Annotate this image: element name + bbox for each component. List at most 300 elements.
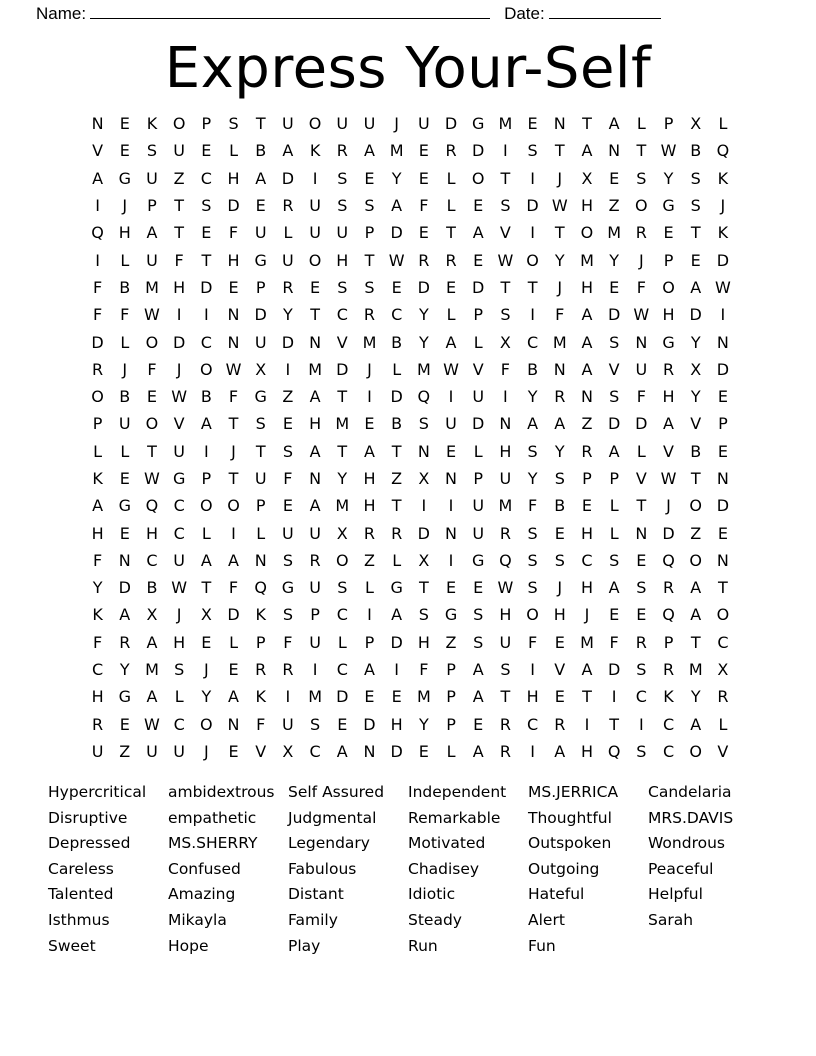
grid-cell[interactable]: I xyxy=(95,196,100,216)
grid-cell[interactable]: H xyxy=(173,632,186,652)
grid-cell[interactable]: F xyxy=(283,469,293,488)
grid-cell[interactable]: A xyxy=(527,414,539,434)
grid-cell[interactable]: H xyxy=(227,250,240,270)
grid-cell[interactable]: U xyxy=(635,359,648,379)
grid-cell[interactable]: A xyxy=(581,359,593,379)
grid-cell[interactable]: A xyxy=(309,496,321,516)
grid-cell[interactable]: U xyxy=(146,250,158,270)
grid-cell[interactable]: T xyxy=(500,277,511,297)
grid-cell[interactable]: E xyxy=(581,496,593,516)
word-list-item[interactable]: Idiotic xyxy=(408,885,456,904)
grid-cell[interactable]: P xyxy=(473,305,484,325)
grid-cell[interactable]: I xyxy=(231,523,236,543)
grid-cell[interactable]: A xyxy=(690,578,702,598)
grid-cell[interactable]: X xyxy=(146,605,158,625)
word-list-item[interactable]: Run xyxy=(408,936,438,955)
grid-cell[interactable]: U xyxy=(254,469,267,488)
grid-cell[interactable]: O xyxy=(200,496,213,516)
grid-cell[interactable]: L xyxy=(446,741,456,761)
grid-cell[interactable]: N xyxy=(716,550,729,570)
grid-cell[interactable]: E xyxy=(717,523,728,543)
word-list-item[interactable]: MS.JERRICA xyxy=(528,783,619,801)
grid-cell[interactable]: M xyxy=(308,359,322,379)
grid-cell[interactable]: N xyxy=(417,441,430,461)
grid-cell[interactable]: N xyxy=(608,141,621,161)
grid-cell[interactable]: Z xyxy=(608,196,620,216)
grid-cell[interactable]: L xyxy=(446,168,456,188)
grid-cell[interactable]: H xyxy=(227,168,240,188)
grid-cell[interactable]: I xyxy=(203,441,209,461)
grid-cell[interactable]: I xyxy=(285,687,291,707)
grid-cell[interactable]: X xyxy=(200,605,212,625)
grid-cell[interactable]: T xyxy=(310,305,320,325)
grid-cell[interactable]: B xyxy=(391,332,403,352)
grid-cell[interactable]: R xyxy=(662,578,675,598)
grid-cell[interactable]: C xyxy=(336,660,348,680)
grid-cell[interactable]: P xyxy=(201,469,212,488)
grid-cell[interactable]: G xyxy=(662,196,675,216)
grid-cell[interactable]: N xyxy=(499,414,512,434)
grid-cell[interactable]: E xyxy=(364,168,375,188)
grid-cell[interactable]: V xyxy=(717,741,729,761)
grid-cell[interactable]: P xyxy=(446,687,456,707)
grid-cell[interactable]: R xyxy=(635,223,647,243)
grid-cell[interactable]: D xyxy=(336,359,349,379)
grid-cell[interactable]: C xyxy=(173,714,185,734)
grid-cell[interactable]: H xyxy=(580,578,593,598)
grid-cell[interactable]: B xyxy=(527,359,539,379)
grid-cell[interactable]: B xyxy=(119,387,131,407)
grid-cell[interactable]: F xyxy=(555,305,565,325)
grid-cell[interactable]: E xyxy=(609,605,620,625)
grid-cell[interactable]: D xyxy=(716,250,730,270)
grid-cell[interactable]: N xyxy=(309,332,322,352)
grid-cell[interactable]: B xyxy=(690,141,702,161)
grid-cell[interactable]: T xyxy=(391,496,402,516)
grid-cell[interactable]: L xyxy=(120,332,130,352)
grid-cell[interactable]: O xyxy=(308,114,322,134)
grid-cell[interactable]: I xyxy=(448,496,454,516)
grid-cell[interactable]: L xyxy=(636,441,646,461)
grid-cell[interactable]: T xyxy=(201,250,212,270)
grid-cell[interactable]: W xyxy=(144,714,160,734)
grid-cell[interactable]: T xyxy=(228,414,239,434)
grid-cell[interactable]: E xyxy=(310,277,321,297)
grid-cell[interactable]: H xyxy=(309,414,322,434)
grid-cell[interactable]: L xyxy=(392,359,402,379)
grid-cell[interactable]: Q xyxy=(91,223,104,243)
grid-cell[interactable]: E xyxy=(445,277,457,297)
grid-cell[interactable]: P xyxy=(255,277,266,297)
grid-cell[interactable]: I xyxy=(421,496,427,516)
grid-cell[interactable]: T xyxy=(391,441,402,461)
grid-cell[interactable]: E xyxy=(119,114,130,134)
grid-cell[interactable]: D xyxy=(118,578,131,598)
grid-cell[interactable]: L xyxy=(256,523,266,543)
grid-cell[interactable]: J xyxy=(203,660,209,680)
grid-cell[interactable]: J xyxy=(557,277,563,297)
grid-cell[interactable]: T xyxy=(636,496,647,516)
grid-cell[interactable]: R xyxy=(554,714,566,734)
grid-cell[interactable]: N xyxy=(716,469,729,488)
grid-cell[interactable]: A xyxy=(146,223,158,243)
grid-cell[interactable]: P xyxy=(201,114,212,134)
grid-cell[interactable]: I xyxy=(203,305,209,325)
grid-cell[interactable]: N xyxy=(553,114,566,134)
word-list-item[interactable]: Independent xyxy=(408,783,507,801)
grid-cell[interactable]: R xyxy=(499,714,511,734)
grid-cell[interactable]: J xyxy=(557,578,563,598)
grid-cell[interactable]: H xyxy=(363,469,376,488)
word-list-item[interactable]: Outspoken xyxy=(528,834,612,853)
grid-cell[interactable]: H xyxy=(580,741,593,761)
grid-cell[interactable]: Y xyxy=(92,578,103,598)
grid-cell[interactable]: V xyxy=(554,660,566,680)
grid-cell[interactable]: B xyxy=(391,414,403,434)
word-list-item[interactable]: Candelaria xyxy=(648,783,732,801)
grid-cell[interactable]: S xyxy=(337,277,348,297)
grid-cell[interactable]: S xyxy=(609,387,620,407)
grid-cell[interactable]: M xyxy=(362,332,377,352)
grid-cell[interactable]: U xyxy=(472,387,485,407)
grid-cell[interactable]: G xyxy=(472,114,485,134)
grid-cell[interactable]: T xyxy=(554,223,565,243)
grid-cell[interactable]: S xyxy=(609,332,620,352)
word-list-item[interactable]: Motivated xyxy=(408,834,486,853)
word-list-item[interactable]: Family xyxy=(288,910,338,929)
grid-cell[interactable]: A xyxy=(581,660,593,680)
grid-cell[interactable]: F xyxy=(256,714,266,734)
grid-cell[interactable]: R xyxy=(418,250,430,270)
grid-cell[interactable]: U xyxy=(282,714,294,734)
grid-cell[interactable]: T xyxy=(500,168,511,188)
grid-cell[interactable]: R xyxy=(391,523,403,543)
grid-cell[interactable]: S xyxy=(174,660,185,680)
grid-cell[interactable]: I xyxy=(530,168,535,188)
grid-cell[interactable]: H xyxy=(580,277,593,297)
grid-cell[interactable]: P xyxy=(255,496,266,516)
grid-cell[interactable]: J xyxy=(557,168,563,188)
grid-cell[interactable]: Z xyxy=(282,387,294,407)
grid-cell[interactable]: H xyxy=(173,277,186,297)
grid-cell[interactable]: Y xyxy=(418,332,429,352)
grid-cell[interactable]: A xyxy=(472,223,484,243)
grid-cell[interactable]: K xyxy=(255,605,266,625)
grid-cell[interactable]: S xyxy=(282,550,293,570)
grid-cell[interactable]: Z xyxy=(391,469,403,488)
grid-cell[interactable]: G xyxy=(118,687,131,707)
grid-cell[interactable]: L xyxy=(718,114,728,134)
word-list-item[interactable]: Play xyxy=(288,936,321,955)
grid-cell[interactable]: E xyxy=(418,141,429,161)
grid-cell[interactable]: F xyxy=(92,632,103,652)
grid-cell[interactable]: I xyxy=(394,660,400,680)
grid-cell[interactable]: V xyxy=(92,141,104,161)
grid-cell[interactable]: A xyxy=(690,605,702,625)
grid-cell[interactable]: S xyxy=(527,550,538,570)
grid-cell[interactable]: F xyxy=(228,223,239,243)
grid-cell[interactable]: J xyxy=(231,441,236,461)
grid-cell[interactable]: O xyxy=(227,496,240,516)
grid-cell[interactable]: X xyxy=(255,359,267,379)
grid-cell[interactable]: U xyxy=(146,741,158,761)
grid-cell[interactable]: C xyxy=(527,714,539,734)
grid-cell[interactable]: T xyxy=(364,250,375,270)
word-list-item[interactable]: ambidextrous xyxy=(168,783,275,801)
grid-cell[interactable]: T xyxy=(201,578,212,598)
grid-cell[interactable]: M xyxy=(580,250,594,270)
grid-cell[interactable]: V xyxy=(336,332,348,352)
grid-cell[interactable]: Z xyxy=(581,414,593,434)
grid-cell[interactable]: S xyxy=(228,114,239,134)
grid-cell[interactable]: C xyxy=(662,741,675,761)
grid-cell[interactable]: C xyxy=(309,741,321,761)
grid-cell[interactable]: U xyxy=(118,414,131,434)
grid-cell[interactable]: D xyxy=(200,277,213,297)
grid-cell[interactable]: G xyxy=(118,168,131,188)
grid-cell[interactable]: T xyxy=(690,632,701,652)
grid-cell[interactable]: U xyxy=(173,741,186,761)
grid-cell[interactable]: W xyxy=(633,305,650,325)
grid-cell[interactable]: Q xyxy=(662,550,675,570)
grid-cell[interactable]: T xyxy=(718,578,728,598)
grid-cell[interactable]: U xyxy=(309,578,321,598)
grid-cell[interactable]: R xyxy=(717,687,729,707)
grid-cell[interactable]: T xyxy=(690,223,701,243)
grid-cell[interactable]: E xyxy=(445,441,457,461)
grid-cell[interactable]: A xyxy=(472,741,484,761)
grid-cell[interactable]: I xyxy=(611,687,617,707)
grid-cell[interactable]: J xyxy=(584,605,590,625)
grid-cell[interactable]: A xyxy=(146,632,158,652)
grid-cell[interactable]: H xyxy=(580,196,593,216)
grid-cell[interactable]: G xyxy=(444,605,458,625)
grid-cell[interactable]: I xyxy=(285,359,291,379)
grid-cell[interactable]: H xyxy=(145,523,158,543)
grid-cell[interactable]: E xyxy=(282,496,293,516)
grid-cell[interactable]: N xyxy=(445,523,458,543)
word-list-item[interactable]: Mikayla xyxy=(168,910,227,929)
grid-cell[interactable]: E xyxy=(636,550,647,570)
grid-cell[interactable]: B xyxy=(255,141,267,161)
grid-cell[interactable]: R xyxy=(635,632,647,652)
word-list-item[interactable]: MS.SHERRY xyxy=(168,834,258,853)
grid-cell[interactable]: M xyxy=(416,687,431,707)
name-write-line[interactable] xyxy=(90,5,490,19)
grid-cell[interactable]: X xyxy=(690,359,702,379)
grid-cell[interactable]: S xyxy=(364,277,375,297)
grid-cell[interactable]: N xyxy=(309,469,322,488)
grid-cell[interactable]: I xyxy=(638,714,644,734)
grid-cell[interactable]: E xyxy=(201,141,212,161)
grid-cell[interactable]: Z xyxy=(445,632,457,652)
grid-cell[interactable]: Y xyxy=(527,469,538,488)
grid-cell[interactable]: U xyxy=(472,523,485,543)
grid-cell[interactable]: L xyxy=(93,441,103,461)
grid-cell[interactable]: F xyxy=(636,277,646,297)
grid-cell[interactable]: U xyxy=(282,114,294,134)
grid-cell[interactable]: I xyxy=(312,168,318,188)
grid-cell[interactable]: A xyxy=(581,141,593,161)
grid-cell[interactable]: O xyxy=(145,332,159,352)
grid-cell[interactable]: K xyxy=(663,687,674,707)
grid-cell[interactable]: O xyxy=(145,414,159,434)
grid-cell[interactable]: P xyxy=(364,632,375,652)
grid-cell[interactable]: U xyxy=(173,141,186,161)
grid-cell[interactable]: S xyxy=(146,141,158,161)
grid-cell[interactable]: C xyxy=(635,687,647,707)
grid-cell[interactable]: E xyxy=(391,277,402,297)
grid-cell[interactable]: E xyxy=(255,196,266,216)
grid-cell[interactable]: E xyxy=(554,523,565,543)
grid-cell[interactable]: H xyxy=(363,496,376,516)
grid-cell[interactable]: O xyxy=(335,550,349,570)
grid-cell[interactable]: I xyxy=(312,660,318,680)
grid-cell[interactable]: L xyxy=(446,305,456,325)
grid-cell[interactable]: Y xyxy=(554,250,565,270)
grid-cell[interactable]: M xyxy=(498,496,513,516)
word-list-item[interactable]: Sarah xyxy=(648,910,694,929)
grid-cell[interactable]: P xyxy=(663,632,674,652)
grid-cell[interactable]: C xyxy=(336,605,348,625)
grid-cell[interactable]: C xyxy=(662,714,675,734)
grid-cell[interactable]: O xyxy=(526,250,539,270)
grid-cell[interactable]: E xyxy=(554,632,565,652)
grid-cell[interactable]: H xyxy=(553,605,566,625)
word-list-item[interactable]: Legendary xyxy=(288,834,370,853)
grid-cell[interactable]: M xyxy=(498,114,513,134)
grid-cell[interactable]: S xyxy=(554,550,565,570)
grid-cell[interactable]: E xyxy=(119,714,130,734)
grid-cell[interactable]: R xyxy=(282,660,294,680)
grid-cell[interactable]: D xyxy=(227,605,240,625)
grid-cell[interactable]: E xyxy=(418,223,429,243)
grid-cell[interactable]: A xyxy=(663,414,674,434)
grid-cell[interactable]: M xyxy=(335,496,350,516)
grid-cell[interactable]: O xyxy=(471,168,485,188)
grid-cell[interactable]: E xyxy=(201,223,212,243)
grid-cell[interactable]: E xyxy=(228,741,239,761)
grid-cell[interactable]: D xyxy=(635,414,648,434)
grid-cell[interactable]: L xyxy=(337,632,347,652)
word-list-item[interactable]: Chadisey xyxy=(408,859,480,878)
grid-cell[interactable]: I xyxy=(530,305,535,325)
grid-cell[interactable]: S xyxy=(527,441,538,461)
grid-cell[interactable]: S xyxy=(337,168,348,188)
grid-cell[interactable]: W xyxy=(388,250,405,270)
grid-cell[interactable]: S xyxy=(500,660,511,680)
grid-cell[interactable]: C xyxy=(717,632,729,652)
word-list-item[interactable]: Wondrous xyxy=(648,834,725,853)
grid-cell[interactable]: J xyxy=(176,605,182,625)
grid-cell[interactable]: R xyxy=(662,359,675,379)
grid-cell[interactable]: V xyxy=(472,359,484,379)
grid-cell[interactable]: A xyxy=(608,441,620,461)
grid-cell[interactable]: N xyxy=(635,523,648,543)
grid-cell[interactable]: O xyxy=(580,223,594,243)
grid-cell[interactable]: N xyxy=(118,550,131,570)
grid-cell[interactable]: P xyxy=(446,660,456,680)
grid-cell[interactable]: E xyxy=(690,250,701,270)
grid-cell[interactable]: G xyxy=(254,387,267,407)
grid-cell[interactable]: T xyxy=(255,114,266,134)
grid-cell[interactable]: T xyxy=(582,687,592,707)
grid-cell[interactable]: R xyxy=(282,196,294,216)
grid-cell[interactable]: R xyxy=(336,141,348,161)
grid-cell[interactable]: S xyxy=(255,414,266,434)
word-list-item[interactable]: Remarkable xyxy=(408,808,501,827)
grid-cell[interactable]: D xyxy=(607,660,621,680)
grid-cell[interactable]: M xyxy=(688,660,703,680)
grid-cell[interactable]: E xyxy=(282,414,293,434)
grid-cell[interactable]: O xyxy=(689,550,703,570)
grid-cell[interactable]: Y xyxy=(119,660,130,680)
grid-cell[interactable]: O xyxy=(526,605,539,625)
word-list-item[interactable]: Sweet xyxy=(48,936,96,955)
word-list-item[interactable]: Judgmental xyxy=(288,808,377,827)
grid-cell[interactable]: T xyxy=(690,469,701,488)
grid-cell[interactable]: U xyxy=(499,469,512,488)
word-list-item[interactable]: Hateful xyxy=(528,885,585,904)
grid-cell[interactable]: F xyxy=(419,660,429,680)
grid-cell[interactable]: I xyxy=(448,387,454,407)
grid-cell[interactable]: H xyxy=(499,441,512,461)
grid-cell[interactable]: J xyxy=(122,196,128,216)
grid-cell[interactable]: E xyxy=(228,277,239,297)
word-list-item[interactable]: Disruptive xyxy=(48,808,128,827)
date-write-line[interactable] xyxy=(549,5,661,19)
grid-cell[interactable]: E xyxy=(473,578,484,598)
grid-cell[interactable]: P xyxy=(255,632,266,652)
grid-cell[interactable]: I xyxy=(176,305,182,325)
grid-cell[interactable]: L xyxy=(473,441,483,461)
grid-cell[interactable]: U xyxy=(363,114,376,134)
grid-cell[interactable]: D xyxy=(390,632,403,652)
grid-cell[interactable]: P xyxy=(663,250,674,270)
grid-cell[interactable]: J xyxy=(666,496,671,516)
grid-cell[interactable]: R xyxy=(581,441,593,461)
grid-cell[interactable]: I xyxy=(503,141,508,161)
word-list-item[interactable]: Self Assured xyxy=(288,783,385,801)
grid-cell[interactable]: A xyxy=(309,441,321,461)
grid-cell[interactable]: L xyxy=(392,550,402,570)
grid-cell[interactable]: D xyxy=(281,332,295,352)
grid-cell[interactable]: E xyxy=(228,660,239,680)
grid-cell[interactable]: P xyxy=(582,469,592,488)
grid-cell[interactable]: L xyxy=(283,223,293,243)
grid-cell[interactable]: L xyxy=(201,523,211,543)
grid-cell[interactable]: E xyxy=(473,196,484,216)
grid-cell[interactable]: T xyxy=(255,441,266,461)
grid-cell[interactable]: F xyxy=(228,387,239,407)
word-list-item[interactable]: Peaceful xyxy=(648,859,714,878)
grid-cell[interactable]: F xyxy=(92,305,103,325)
grid-cell[interactable]: E xyxy=(337,714,348,734)
grid-cell[interactable]: D xyxy=(444,114,458,134)
grid-cell[interactable]: D xyxy=(227,196,240,216)
word-list-item[interactable]: Amazing xyxy=(168,885,236,904)
grid-cell[interactable]: D xyxy=(716,359,730,379)
grid-cell[interactable]: N xyxy=(91,114,104,134)
grid-cell[interactable]: D xyxy=(390,741,403,761)
grid-cell[interactable]: F xyxy=(283,632,293,652)
grid-cell[interactable]: F xyxy=(120,305,130,325)
word-list-item[interactable]: Alert xyxy=(528,910,565,929)
grid-cell[interactable]: R xyxy=(92,714,104,734)
grid-cell[interactable]: J xyxy=(176,359,182,379)
grid-cell[interactable]: W xyxy=(443,359,459,379)
grid-cell[interactable]: P xyxy=(446,714,456,734)
